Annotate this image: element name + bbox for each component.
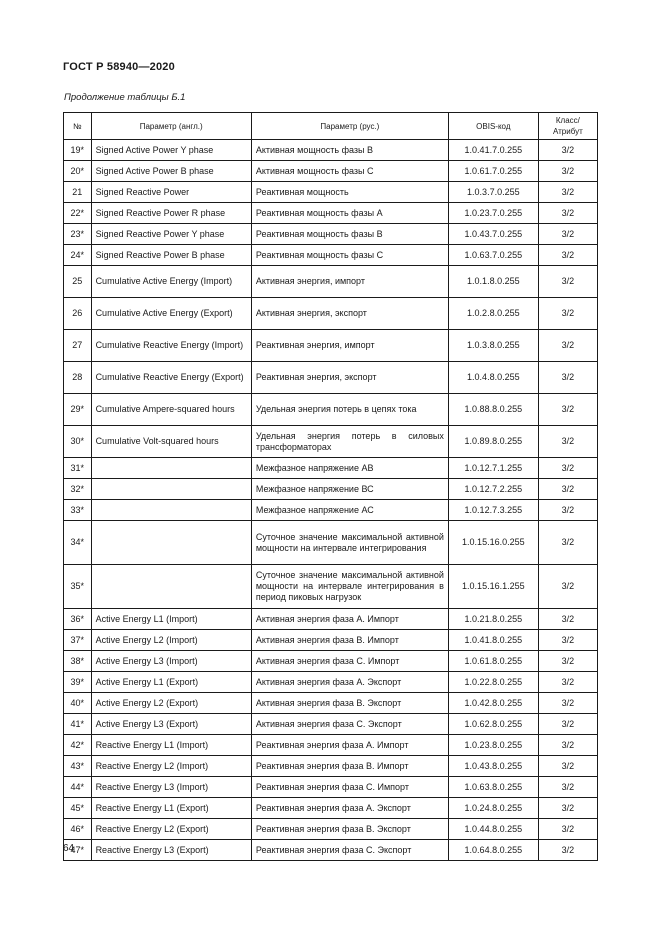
cell-obis-code: 1.0.88.8.0.255: [448, 394, 538, 426]
column-header-number: №: [64, 113, 92, 140]
cell-param-en: Reactive Energy L1 (Import): [91, 735, 251, 756]
table-row: [64, 362, 598, 394]
cell-param-en: Cumulative Reactive Energy (Import): [91, 330, 251, 362]
cell-param-en: Signed Reactive Power: [91, 182, 251, 203]
cell-class-attr: 3/2: [538, 140, 597, 161]
cell-obis-code: 1.0.63.7.0.255: [448, 245, 538, 266]
cell-obis-code: 1.0.43.8.0.255: [448, 756, 538, 777]
cell-param-ru: Межфазное напряжение АС: [251, 500, 448, 521]
cell-param-ru: Межфазное напряжение ВС: [251, 479, 448, 500]
cell-param-ru: Реактивная энергия, импорт: [251, 330, 448, 362]
cell-number: 35*: [64, 565, 92, 609]
cell-class-attr: 3/2: [538, 672, 597, 693]
cell-param-ru: Суточное значение максимальной активной мощности на интервале интегрирования: [251, 521, 448, 565]
cell-number: 45*: [64, 798, 92, 819]
cell-number: 36*: [64, 609, 92, 630]
table-row: [64, 182, 598, 203]
cell-param-en: Cumulative Reactive Energy (Export): [91, 362, 251, 394]
column-header-param-en: Параметр (англ.): [91, 113, 251, 140]
cell-number: 33*: [64, 500, 92, 521]
table-row: [64, 140, 598, 161]
cell-obis-code: 1.0.61.7.0.255: [448, 161, 538, 182]
cell-number: 43*: [64, 756, 92, 777]
cell-param-en: Active Energy L3 (Export): [91, 714, 251, 735]
cell-param-en: Reactive Energy L1 (Export): [91, 798, 251, 819]
cell-param-en: Reactive Energy L3 (Import): [91, 777, 251, 798]
cell-obis-code: 1.0.41.8.0.255: [448, 630, 538, 651]
cell-param-ru: Активная энергия фаза А. Экспорт: [251, 672, 448, 693]
cell-number: 39*: [64, 672, 92, 693]
cell-class-attr: 3/2: [538, 224, 597, 245]
cell-class-attr: 3/2: [538, 330, 597, 362]
table-row: [64, 500, 598, 521]
cell-param-en: Signed Active Power Y phase: [91, 140, 251, 161]
cell-number: 21: [64, 182, 92, 203]
table-row: [64, 266, 598, 298]
cell-class-attr: 3/2: [538, 819, 597, 840]
cell-param-en: Cumulative Active Energy (Import): [91, 266, 251, 298]
table-row: [64, 161, 598, 182]
table-row: [64, 609, 598, 630]
cell-class-attr: 3/2: [538, 362, 597, 394]
cell-param-ru: Активная энергия, экспорт: [251, 298, 448, 330]
cell-obis-code: 1.0.89.8.0.255: [448, 426, 538, 458]
cell-obis-code: 1.0.3.8.0.255: [448, 330, 538, 362]
cell-param-ru: Удельная энергия потерь в цепях тока: [251, 394, 448, 426]
cell-param-en: Reactive Energy L2 (Export): [91, 819, 251, 840]
cell-number: 30*: [64, 426, 92, 458]
cell-obis-code: 1.0.63.8.0.255: [448, 777, 538, 798]
cell-obis-code: 1.0.22.8.0.255: [448, 672, 538, 693]
table-row: [64, 298, 598, 330]
table-row: [64, 651, 598, 672]
cell-param-ru: Реактивная мощность: [251, 182, 448, 203]
table-row: [64, 798, 598, 819]
cell-param-ru: Реактивная энергия фаза А. Импорт: [251, 735, 448, 756]
cell-number: 27: [64, 330, 92, 362]
cell-number: 38*: [64, 651, 92, 672]
cell-number: 29*: [64, 394, 92, 426]
cell-class-attr: 3/2: [538, 203, 597, 224]
cell-param-en: Reactive Energy L3 (Export): [91, 840, 251, 861]
table-row: [64, 521, 598, 565]
cell-number: 37*: [64, 630, 92, 651]
cell-param-ru: Межфазное напряжение АВ: [251, 458, 448, 479]
cell-param-en: Signed Reactive Power Y phase: [91, 224, 251, 245]
table-caption: Продолжение таблицы Б.1: [64, 92, 186, 103]
cell-number: 46*: [64, 819, 92, 840]
cell-number: 26: [64, 298, 92, 330]
cell-obis-code: 1.0.15.16.1.255: [448, 565, 538, 609]
table-row: [64, 426, 598, 458]
table-row: [64, 777, 598, 798]
cell-obis-code: 1.0.12.7.2.255: [448, 479, 538, 500]
cell-number: 47*: [64, 840, 92, 861]
cell-param-ru: Активная энергия фаза В. Импорт: [251, 630, 448, 651]
cell-class-attr: 3/2: [538, 479, 597, 500]
cell-param-en: Active Energy L3 (Import): [91, 651, 251, 672]
cell-number: 28: [64, 362, 92, 394]
column-header-obis: OBIS-код: [448, 113, 538, 140]
cell-param-en: [91, 521, 251, 565]
cell-param-ru: Реактивная мощность фазы C: [251, 245, 448, 266]
cell-param-en: Reactive Energy L2 (Import): [91, 756, 251, 777]
cell-param-en: Signed Active Power B phase: [91, 161, 251, 182]
table-row: [64, 735, 598, 756]
cell-param-ru: Активная энергия фаза С. Экспорт: [251, 714, 448, 735]
cell-number: 44*: [64, 777, 92, 798]
cell-obis-code: 1.0.3.7.0.255: [448, 182, 538, 203]
table-body: [64, 140, 598, 861]
table-row: [64, 819, 598, 840]
cell-obis-code: 1.0.24.8.0.255: [448, 798, 538, 819]
cell-class-attr: 3/2: [538, 500, 597, 521]
table-row: [64, 756, 598, 777]
cell-param-ru: Активная энергия фаза В. Экспорт: [251, 693, 448, 714]
cell-param-ru: Реактивная энергия фаза В. Импорт: [251, 756, 448, 777]
cell-param-ru: Реактивная энергия, экспорт: [251, 362, 448, 394]
cell-obis-code: 1.0.64.8.0.255: [448, 840, 538, 861]
cell-param-en: Cumulative Ampere-squared hours: [91, 394, 251, 426]
column-header-class-attr: Класс/ Атрибут: [538, 113, 597, 140]
cell-param-ru: Активная энергия фаза А. Импорт: [251, 609, 448, 630]
cell-number: 24*: [64, 245, 92, 266]
cell-param-ru: Реактивная мощность фазы A: [251, 203, 448, 224]
cell-class-attr: 3/2: [538, 609, 597, 630]
cell-param-ru: Активная мощность фазы B: [251, 140, 448, 161]
cell-param-ru: Реактивная мощность фазы B: [251, 224, 448, 245]
cell-number: 19*: [64, 140, 92, 161]
cell-class-attr: 3/2: [538, 521, 597, 565]
cell-class-attr: 3/2: [538, 693, 597, 714]
cell-class-attr: 3/2: [538, 756, 597, 777]
cell-obis-code: 1.0.21.8.0.255: [448, 609, 538, 630]
cell-param-en: Active Energy L2 (Import): [91, 630, 251, 651]
cell-class-attr: 3/2: [538, 777, 597, 798]
cell-number: 22*: [64, 203, 92, 224]
cell-obis-code: 1.0.41.7.0.255: [448, 140, 538, 161]
cell-number: 42*: [64, 735, 92, 756]
cell-class-attr: 3/2: [538, 798, 597, 819]
table-row: [64, 458, 598, 479]
cell-param-en: [91, 458, 251, 479]
cell-param-en: [91, 500, 251, 521]
cell-number: 25: [64, 266, 92, 298]
cell-obis-code: 1.0.15.16.0.255: [448, 521, 538, 565]
table-row: [64, 394, 598, 426]
cell-class-attr: 3/2: [538, 651, 597, 672]
cell-param-ru: Активная энергия фаза С. Импорт: [251, 651, 448, 672]
cell-param-ru: Активная энергия, импорт: [251, 266, 448, 298]
cell-class-attr: 3/2: [538, 735, 597, 756]
cell-class-attr: 3/2: [538, 394, 597, 426]
cell-param-ru: Реактивная энергия фаза В. Экспорт: [251, 819, 448, 840]
table-row: [64, 630, 598, 651]
cell-class-attr: 3/2: [538, 298, 597, 330]
cell-obis-code: 1.0.12.7.1.255: [448, 458, 538, 479]
cell-number: 32*: [64, 479, 92, 500]
cell-param-en: [91, 565, 251, 609]
parameters-table: [63, 112, 598, 861]
cell-param-en: Active Energy L1 (Import): [91, 609, 251, 630]
cell-class-attr: 3/2: [538, 161, 597, 182]
cell-param-ru: Удельная энергия потерь в силовых трансформаторах: [251, 426, 448, 458]
cell-param-ru: Суточное значение максимальной активной мощности на интервале интегрирования в период пиковых нагрузок: [251, 565, 448, 609]
cell-number: 20*: [64, 161, 92, 182]
table-header-row: [64, 113, 598, 140]
cell-class-attr: 3/2: [538, 266, 597, 298]
cell-obis-code: 1.0.62.8.0.255: [448, 714, 538, 735]
cell-param-ru: Реактивная энергия фаза С. Импорт: [251, 777, 448, 798]
cell-number: 34*: [64, 521, 92, 565]
cell-class-attr: 3/2: [538, 565, 597, 609]
cell-obis-code: 1.0.23.7.0.255: [448, 203, 538, 224]
column-header-param-ru: Параметр (рус.): [251, 113, 448, 140]
cell-class-attr: 3/2: [538, 458, 597, 479]
cell-obis-code: 1.0.44.8.0.255: [448, 819, 538, 840]
cell-class-attr: 3/2: [538, 630, 597, 651]
cell-class-attr: 3/2: [538, 714, 597, 735]
cell-param-en: [91, 479, 251, 500]
cell-param-ru: Реактивная энергия фаза С. Экспорт: [251, 840, 448, 861]
cell-param-ru: Реактивная энергия фаза А. Экспорт: [251, 798, 448, 819]
cell-param-en: Cumulative Volt-squared hours: [91, 426, 251, 458]
table-row: [64, 693, 598, 714]
table-row: [64, 714, 598, 735]
cell-class-attr: 3/2: [538, 182, 597, 203]
table-row: [64, 330, 598, 362]
table-row: [64, 245, 598, 266]
table-row: [64, 203, 598, 224]
cell-obis-code: 1.0.43.7.0.255: [448, 224, 538, 245]
cell-param-en: Signed Reactive Power B phase: [91, 245, 251, 266]
cell-obis-code: 1.0.12.7.3.255: [448, 500, 538, 521]
cell-class-attr: 3/2: [538, 840, 597, 861]
page-number: 64: [63, 843, 75, 854]
cell-number: 23*: [64, 224, 92, 245]
cell-number: 41*: [64, 714, 92, 735]
table-row: [64, 224, 598, 245]
cell-obis-code: 1.0.61.8.0.255: [448, 651, 538, 672]
cell-obis-code: 1.0.42.8.0.255: [448, 693, 538, 714]
document-header: ГОСТ Р 58940—2020: [63, 61, 175, 73]
cell-number: 40*: [64, 693, 92, 714]
cell-param-en: Cumulative Active Energy (Export): [91, 298, 251, 330]
cell-obis-code: 1.0.4.8.0.255: [448, 362, 538, 394]
table-row: [64, 840, 598, 861]
cell-param-ru: Активная мощность фазы C: [251, 161, 448, 182]
cell-obis-code: 1.0.23.8.0.255: [448, 735, 538, 756]
cell-class-attr: 3/2: [538, 426, 597, 458]
table-row: [64, 479, 598, 500]
cell-param-en: Signed Reactive Power R phase: [91, 203, 251, 224]
table-row: [64, 672, 598, 693]
cell-obis-code: 1.0.1.8.0.255: [448, 266, 538, 298]
cell-param-en: Active Energy L2 (Export): [91, 693, 251, 714]
cell-param-en: Active Energy L1 (Export): [91, 672, 251, 693]
cell-number: 31*: [64, 458, 92, 479]
table-row: [64, 565, 598, 609]
cell-obis-code: 1.0.2.8.0.255: [448, 298, 538, 330]
cell-class-attr: 3/2: [538, 245, 597, 266]
